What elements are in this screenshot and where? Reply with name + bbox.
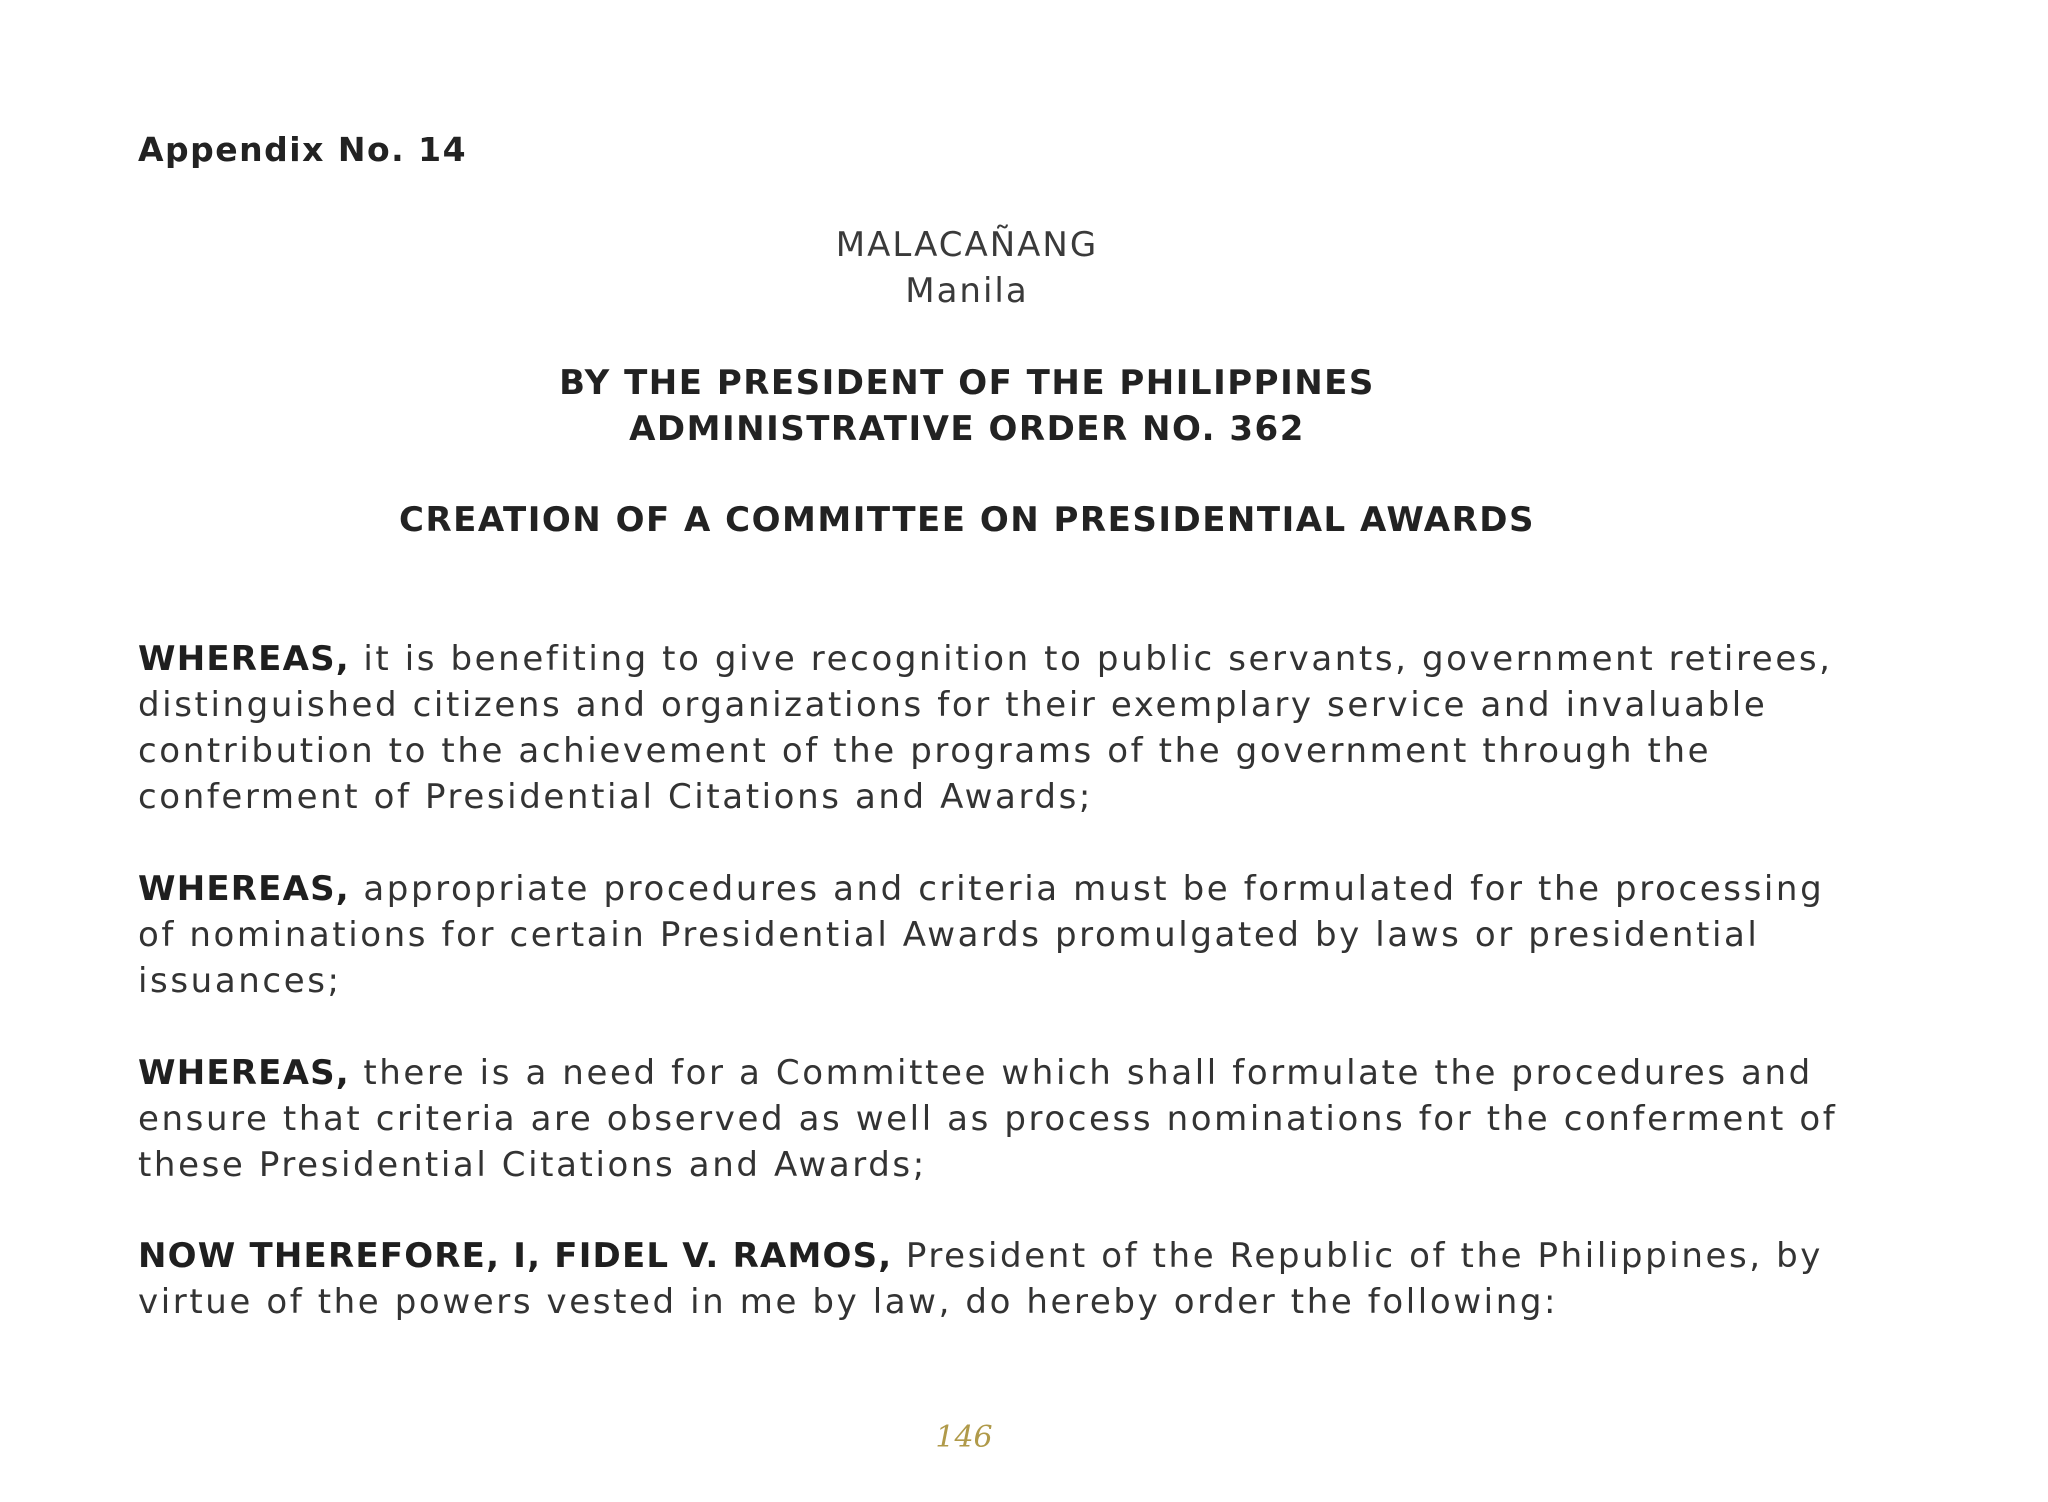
paragraph-line: these Presidential Citations and Awards; [138,1145,927,1185]
order-number: ADMINISTRATIVE ORDER NO. 362 [629,409,1305,449]
appendix-label: Appendix No. 14 [138,130,468,169]
paragraph-lead: WHEREAS, [138,639,350,679]
paragraph-line: of nominations for certain Presidential Awards promulgated by laws or presidential [138,915,1760,955]
paragraph-line: conferment of Presidential Citations and Awards; [138,777,1093,817]
paragraph-line: contribution to the achievement of the programs of the government through the [138,731,1712,771]
paragraph-line: distinguished citizens and organizations for their exemplary service and invaluable [138,685,1768,725]
origin-city: Manila [905,271,1029,311]
issuer-line: BY THE PRESIDENT OF THE PHILIPPINES [559,363,1375,403]
document-origin [138,222,1796,314]
page-number: 146 [935,1420,993,1455]
paragraph-line: virtue of the powers vested in me by law, do hereby order the following: [138,1282,1559,1322]
whereas-paragraph-3 [138,1050,1838,1188]
paragraph-lead: WHEREAS, [138,1053,350,1093]
whereas-paragraph-1 [138,636,1838,820]
paragraph-line: it is benefiting to give recognition to public servants, government retirees, [349,639,1833,679]
document-heading [138,360,1796,452]
paragraph-lead: NOW THEREFORE, I, FIDEL V. RAMOS, [138,1236,893,1276]
paragraph-line: appropriate procedures and criteria must be formulated for the processing [349,869,1825,909]
origin-palace: MALACAÑANG [835,225,1099,265]
paragraph-line: there is a need for a Committee which shall formulate the procedures and [349,1053,1813,1093]
whereas-paragraph-2 [138,866,1838,1004]
paragraph-line: President of the Republic of the Philippines, by [892,1236,1824,1276]
now-therefore-paragraph [138,1233,1838,1325]
paragraph-lead: WHEREAS, [138,869,350,909]
paragraph-line: ensure that criteria are observed as well as process nominations for the conferment of [138,1099,1838,1139]
paragraph-line: issuances; [138,961,342,1001]
document-title: CREATION OF A COMMITTEE ON PRESIDENTIAL AWARDS [399,500,1535,540]
